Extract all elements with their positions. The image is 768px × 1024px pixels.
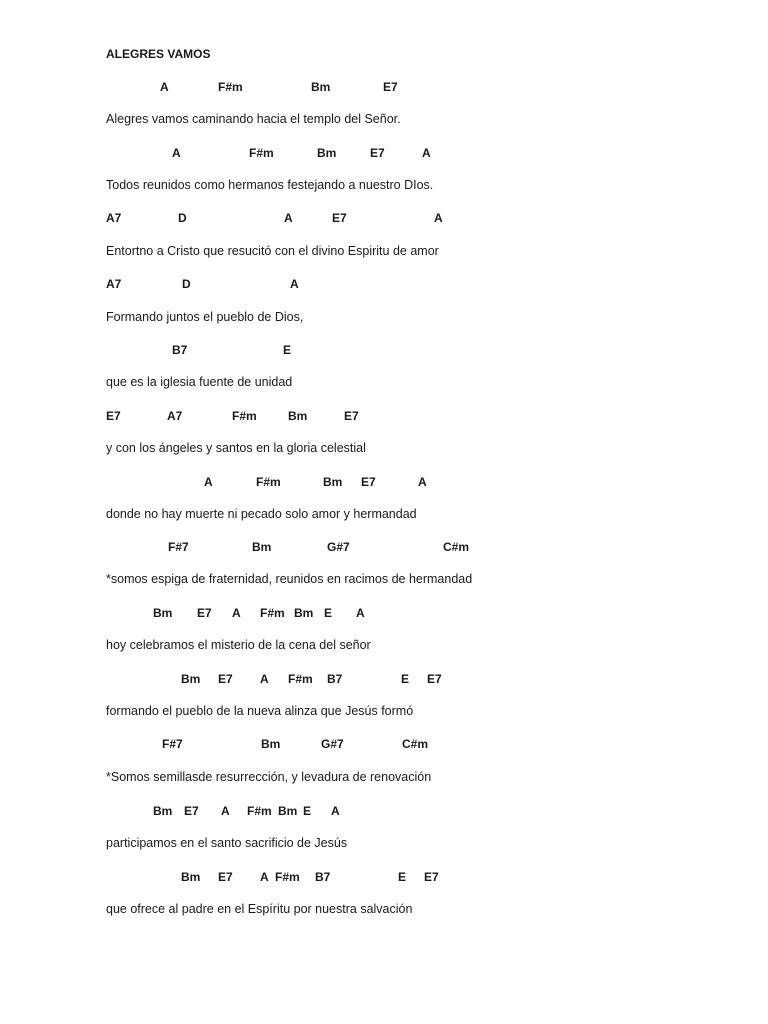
chord: F#m [249, 146, 274, 160]
chord: A [434, 211, 443, 225]
lyric-line: Todos reunidos como hermanos festejando a nuestro DIos. [106, 178, 434, 192]
chord: A [331, 804, 340, 818]
chord: F#7 [168, 540, 189, 554]
lyric-line: Entortno a Cristo que resucitó con el divino Espiritu de amor [106, 244, 439, 258]
chord: A7 [106, 277, 122, 291]
chord: E7 [218, 870, 233, 884]
chord: E7 [424, 870, 439, 884]
chord: A [160, 80, 169, 94]
chord: F#m [232, 409, 257, 423]
lyric-line: Formando juntos el pueblo de Dios, [106, 310, 304, 324]
chord: E7 [361, 475, 376, 489]
chord-row [0, 80, 768, 96]
chord: F#m [275, 870, 300, 884]
chord-row [0, 606, 768, 622]
chord: Bm [153, 804, 173, 818]
chord: Bm [181, 870, 201, 884]
chord: E7 [197, 606, 212, 620]
lyric-line: participamos en el santo sacrificio de Jesús [106, 836, 348, 850]
lyric-line: *somos espiga de fraternidad, reunidos en racimos de hermandad [106, 572, 473, 586]
chord: A [260, 672, 269, 686]
chord: E [401, 672, 410, 686]
chord-row [0, 343, 768, 359]
chord: F#m [260, 606, 285, 620]
chord: B7 [327, 672, 343, 686]
chord: A [422, 146, 431, 160]
chord-row [0, 804, 768, 820]
chord: E7 [184, 804, 199, 818]
lyric-line: y con los ángeles y santos en la gloria celestial [106, 441, 366, 455]
chord: Bm [323, 475, 343, 489]
lyric-line: *Somos semillasde resurrección, y levadura de renovación [106, 770, 432, 784]
chord: A7 [167, 409, 183, 423]
chord: B7 [315, 870, 331, 884]
chord: E [283, 343, 292, 357]
chord-row [0, 672, 768, 688]
chord: Bm [181, 672, 201, 686]
lyric-line: que es la iglesia fuente de unidad [106, 375, 293, 389]
lyric-line: donde no hay muerte ni pecado solo amor y hermandad [106, 507, 417, 521]
chord: Bm [252, 540, 272, 554]
chord: B7 [172, 343, 188, 357]
chord: F#m [288, 672, 313, 686]
lyric-line: Alegres vamos caminando hacia el templo del Señor. [106, 112, 401, 126]
chord: E7 [383, 80, 398, 94]
chord: A [232, 606, 241, 620]
chord: F#7 [162, 737, 183, 751]
chord: Bm [153, 606, 173, 620]
chord: E7 [106, 409, 121, 423]
chord: D [178, 211, 187, 225]
chord: A [172, 146, 181, 160]
chord: Bm [278, 804, 298, 818]
chord: A [260, 870, 269, 884]
chord: F#m [256, 475, 281, 489]
chord: E7 [218, 672, 233, 686]
chord: Bm [288, 409, 308, 423]
lyric-line: que ofrece al padre en el Espíritu por nuestra salvación [106, 902, 413, 916]
chord: A [204, 475, 213, 489]
chord: Bm [311, 80, 331, 94]
chord: F#m [218, 80, 243, 94]
chord-row [0, 146, 768, 162]
chord-row [0, 211, 768, 227]
chord: C#m [402, 737, 429, 751]
chord: A [221, 804, 230, 818]
chord: A [418, 475, 427, 489]
chord: A [356, 606, 365, 620]
chord-row [0, 277, 768, 293]
chord-row [0, 870, 768, 886]
chord: Bm [261, 737, 281, 751]
song-title: ALEGRES VAMOS [106, 47, 211, 61]
chord: E [398, 870, 407, 884]
chord: Bm [294, 606, 314, 620]
chord: G#7 [321, 737, 344, 751]
chord-row [0, 737, 768, 753]
chord: Bm [317, 146, 337, 160]
chord: E [303, 804, 312, 818]
chord: E7 [332, 211, 347, 225]
chord-row [0, 475, 768, 491]
chord: A [290, 277, 299, 291]
chord-row [0, 409, 768, 425]
chord: F#m [247, 804, 272, 818]
chord: E7 [370, 146, 385, 160]
chord: E [324, 606, 333, 620]
chord: C#m [443, 540, 470, 554]
chord: G#7 [327, 540, 350, 554]
lyric-line: hoy celebramos el misterio de la cena del señor [106, 638, 371, 652]
lyric-line: formando el pueblo de la nueva alinza que Jesús formó [106, 704, 414, 718]
chord: D [182, 277, 191, 291]
chord: E7 [427, 672, 442, 686]
chord: E7 [344, 409, 359, 423]
chord-row [0, 540, 768, 556]
chord: A7 [106, 211, 122, 225]
chord: A [284, 211, 293, 225]
